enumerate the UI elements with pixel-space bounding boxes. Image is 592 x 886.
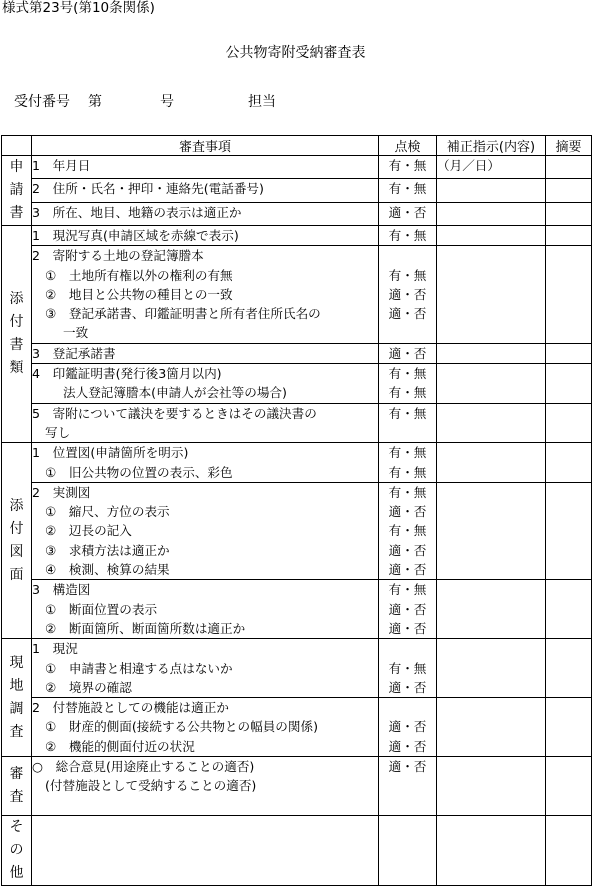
- check-option[interactable]: 適・否: [388, 542, 427, 558]
- remarks-cell[interactable]: [546, 343, 592, 363]
- correction-cell[interactable]: [437, 343, 546, 363]
- check-option[interactable]: 適・否: [388, 504, 427, 520]
- item-text: 法人登記簿謄本(申請人が会社等の場合): [63, 385, 287, 401]
- table-row: [2, 815, 592, 885]
- remarks-text: [546, 203, 591, 222]
- correction-text: [437, 266, 545, 285]
- correction-cell[interactable]: [437, 580, 546, 639]
- correction-text: [437, 502, 545, 521]
- item-text: ② 辺長の記入: [45, 523, 132, 539]
- header-remarks: 摘要: [546, 136, 592, 156]
- check-option[interactable]: 有・無: [388, 181, 427, 197]
- check-option[interactable]: [379, 835, 436, 854]
- table-row: [2, 156, 592, 179]
- remarks-text: [546, 776, 591, 795]
- item-text: ④ 検測、検算の結果: [45, 562, 170, 578]
- category-char: 査: [9, 788, 24, 805]
- table-row: [2, 364, 592, 404]
- category-char: 地: [9, 677, 24, 694]
- correction-text: [437, 835, 545, 854]
- check-option[interactable]: 有・無: [388, 660, 427, 676]
- remarks-text: [546, 246, 591, 265]
- correction-text: [437, 776, 545, 795]
- check-cell[interactable]: [379, 815, 437, 885]
- remarks-text: [546, 796, 591, 815]
- item-text: 写し: [45, 424, 71, 440]
- correction-text: [437, 639, 545, 658]
- item-text: ① 申請書と相違する点はないか: [45, 660, 233, 676]
- form-number: 様式第23号(第10条関係): [2, 0, 155, 16]
- table-row: [2, 580, 592, 639]
- category-char: 現: [9, 654, 24, 671]
- category-char: 審: [9, 765, 24, 782]
- check-cell[interactable]: [379, 698, 437, 757]
- correction-cell[interactable]: [437, 757, 546, 816]
- item-text: 1 現況: [32, 641, 78, 657]
- category-char: 付: [9, 314, 24, 331]
- item-text: 2 寄附する土地の登記簿謄本: [32, 248, 204, 264]
- correction-cell[interactable]: [437, 443, 546, 483]
- category-char: 面: [9, 566, 24, 583]
- item-text: 3 所在、地目、地籍の表示は適正か: [32, 204, 242, 220]
- remarks-cell[interactable]: [546, 443, 592, 483]
- item-text: ③ 登記承諾書、印鑑証明書と所有者住所氏名の: [45, 306, 321, 322]
- correction-text: [437, 757, 545, 776]
- item-text: ① 財産的側面(接続する公共物との幅員の関係): [45, 719, 318, 735]
- remarks-cell[interactable]: [546, 757, 592, 816]
- correction-text: [437, 226, 545, 245]
- check-option[interactable]: 適・否: [388, 601, 427, 617]
- table-row: [2, 443, 592, 483]
- check-option[interactable]: 有・無: [388, 267, 427, 283]
- item-cell: [32, 580, 379, 639]
- check-cell[interactable]: [379, 580, 437, 639]
- correction-text: [437, 580, 545, 599]
- correction-text: [437, 463, 545, 482]
- check-option[interactable]: 適・否: [388, 345, 427, 361]
- remarks-text: [546, 156, 591, 175]
- category-char: 添: [9, 497, 24, 514]
- correction-text: [437, 560, 545, 579]
- correction-text: [437, 521, 545, 540]
- correction-text: [437, 179, 545, 198]
- remarks-text: [546, 404, 591, 423]
- item-text: 4 印鑑証明書(発行後3箇月以内): [32, 366, 222, 382]
- check-option[interactable]: [379, 796, 436, 815]
- correction-cell[interactable]: [437, 698, 546, 757]
- item-text: ② 地目と公共物の種目との一致: [45, 286, 233, 302]
- check-option[interactable]: 適・否: [388, 620, 427, 636]
- remarks-text: [546, 443, 591, 462]
- item-text: 3 構造図: [32, 582, 91, 598]
- item-cell: [32, 698, 379, 757]
- correction-text: [437, 323, 545, 342]
- check-cell[interactable]: [379, 202, 437, 225]
- header-items: 審査事項: [32, 136, 379, 156]
- remarks-text: [546, 717, 591, 736]
- remarks-cell[interactable]: [546, 698, 592, 757]
- remarks-text: [546, 541, 591, 560]
- remarks-text: [546, 757, 591, 776]
- remarks-text: [546, 179, 591, 198]
- category-cell: [2, 639, 32, 757]
- item-cell: [32, 443, 379, 483]
- category-cell: [2, 156, 32, 226]
- remarks-cell[interactable]: [546, 156, 592, 179]
- correction-text: [437, 285, 545, 304]
- remarks-cell[interactable]: [546, 179, 592, 202]
- item-text: (付替施設として受納することの適否): [45, 778, 257, 794]
- remarks-text: [546, 698, 591, 717]
- category-char: 書: [9, 337, 24, 354]
- item-cell: [32, 156, 379, 179]
- item-text: ② 境界の確認: [45, 679, 132, 695]
- check-cell[interactable]: [379, 757, 437, 816]
- correction-text: [437, 344, 545, 363]
- correction-text: [437, 619, 545, 638]
- table-row: [2, 343, 592, 363]
- item-text: ② 機能的側面付近の状況: [45, 738, 195, 754]
- correction-text: [437, 816, 545, 835]
- check-option[interactable]: 適・否: [388, 204, 427, 220]
- table-row: [2, 179, 592, 202]
- correction-text: [437, 600, 545, 619]
- remarks-text: [546, 344, 591, 363]
- table-row: [2, 202, 592, 225]
- remarks-text: [546, 600, 591, 619]
- remarks-text: [546, 383, 591, 402]
- remarks-text: [546, 619, 591, 638]
- remarks-text: [546, 678, 591, 697]
- correction-cell[interactable]: [437, 246, 546, 343]
- remarks-cell[interactable]: [546, 815, 592, 885]
- check-option[interactable]: [379, 423, 436, 442]
- item-text: [32, 835, 378, 854]
- item-cell: [32, 639, 379, 698]
- check-option[interactable]: 適・否: [388, 679, 427, 695]
- item-text: 1 現況写真(申請区域を赤線で表示): [32, 228, 239, 243]
- category-char: 類: [9, 360, 24, 377]
- item-text: 2 住所・氏名・押印・連絡先(電話番号): [32, 181, 264, 197]
- correction-cell[interactable]: [437, 202, 546, 225]
- remarks-text: [546, 580, 591, 599]
- category-cell: [2, 815, 32, 885]
- table-row: [2, 226, 592, 246]
- correction-cell[interactable]: [437, 403, 546, 443]
- check-option[interactable]: 有・無: [388, 523, 427, 539]
- header-blank-cell: [2, 136, 32, 156]
- item-text: 1 位置図(申請箇所を明示): [32, 445, 189, 461]
- check-option[interactable]: 有・無: [388, 464, 427, 480]
- item-text: 一致: [63, 325, 89, 341]
- check-option[interactable]: 適・否: [388, 286, 427, 302]
- remarks-text: [546, 639, 591, 658]
- correction-cell[interactable]: [437, 179, 546, 202]
- remarks-text: [546, 285, 591, 304]
- category-char: 図: [9, 543, 24, 560]
- correction-text: [437, 364, 545, 383]
- check-cell[interactable]: [379, 364, 437, 404]
- correction-text: [437, 659, 545, 678]
- item-text: ① 土地所有権以外の権利の有無: [45, 267, 233, 283]
- item-text: [32, 796, 378, 815]
- item-cell: [32, 364, 379, 404]
- category-cell: [2, 757, 32, 816]
- check-option[interactable]: 有・無: [388, 366, 427, 382]
- remarks-text: [546, 737, 591, 756]
- correction-text: [437, 678, 545, 697]
- check-option[interactable]: 有・無: [388, 445, 427, 461]
- item-cell: [32, 226, 379, 246]
- correction-text: [437, 698, 545, 717]
- correction-cell[interactable]: [437, 482, 546, 579]
- correction-cell[interactable]: [437, 156, 546, 179]
- item-text: 2 付替施設としての機能は適正か: [32, 700, 229, 716]
- check-option[interactable]: 適・否: [388, 759, 427, 775]
- check-option[interactable]: [379, 639, 436, 658]
- item-cell: [32, 482, 379, 579]
- table-row: [2, 246, 592, 343]
- remarks-text: [546, 364, 591, 383]
- remarks-text: [546, 266, 591, 285]
- category-char: 調: [9, 700, 24, 717]
- remarks-cell[interactable]: [546, 639, 592, 698]
- category-cell: [2, 226, 32, 443]
- remarks-cell[interactable]: [546, 226, 592, 246]
- check-option[interactable]: 適・否: [388, 719, 427, 735]
- item-text: 2 実測図: [32, 484, 91, 500]
- item-cell: [32, 343, 379, 363]
- check-option[interactable]: 適・否: [388, 306, 427, 322]
- table-row: [2, 757, 592, 816]
- check-cell[interactable]: [379, 156, 437, 179]
- category-char: 書: [9, 205, 24, 221]
- receipt-dai-label: 第: [88, 94, 102, 110]
- check-option[interactable]: 有・無: [388, 228, 427, 243]
- check-cell[interactable]: [379, 179, 437, 202]
- header-correction: 補正指示(内容): [437, 136, 546, 156]
- correction-cell[interactable]: [437, 364, 546, 404]
- remarks-text: [546, 521, 591, 540]
- check-option[interactable]: 有・無: [388, 385, 427, 401]
- page-title: 公共物寄附受納審査表: [225, 45, 366, 61]
- remarks-cell[interactable]: [546, 403, 592, 443]
- correction-text: [437, 246, 545, 265]
- item-text: ② 断面箇所、断面箇所数は適正か: [45, 620, 246, 636]
- item-cell: [32, 757, 379, 816]
- correction-text: [437, 203, 545, 222]
- remarks-text: [546, 659, 591, 678]
- item-cell: [32, 403, 379, 443]
- remarks-text: [546, 226, 591, 245]
- category-char: 査: [9, 723, 24, 740]
- remarks-text: [546, 502, 591, 521]
- correction-text: [437, 423, 545, 442]
- category-char: そ: [9, 818, 24, 835]
- header-check: 点検: [379, 136, 437, 156]
- check-option[interactable]: 有・無: [388, 582, 427, 598]
- correction-cell[interactable]: [437, 815, 546, 885]
- item-text: ③ 求積方法は適正か: [45, 542, 170, 558]
- correction-text: [437, 717, 545, 736]
- check-cell[interactable]: [379, 443, 437, 483]
- table-row: [2, 482, 592, 579]
- table-row: [2, 403, 592, 443]
- item-text: 5 寄附について議決を要するときはその議決書の: [32, 405, 317, 421]
- remarks-text: [546, 304, 591, 323]
- check-cell[interactable]: [379, 246, 437, 343]
- item-cell: [32, 179, 379, 202]
- remarks-cell[interactable]: [546, 580, 592, 639]
- check-option[interactable]: [379, 246, 436, 265]
- category-char: 申: [9, 159, 24, 175]
- table-header-row: [2, 136, 592, 156]
- correction-text: [437, 404, 545, 423]
- remarks-text: [546, 816, 591, 835]
- category-char: 他: [9, 864, 24, 881]
- remarks-cell[interactable]: [546, 364, 592, 404]
- receipt-go-label: 号: [160, 94, 174, 110]
- category-char: 付: [9, 520, 24, 537]
- correction-text: [437, 304, 545, 323]
- correction-text: [437, 796, 545, 815]
- correction-cell[interactable]: [437, 226, 546, 246]
- correction-text: [437, 737, 545, 756]
- remarks-text: [546, 323, 591, 342]
- check-cell[interactable]: [379, 226, 437, 246]
- remarks-text: [546, 483, 591, 502]
- check-option[interactable]: 有・無: [388, 158, 427, 173]
- category-cell: [2, 443, 32, 639]
- correction-text: [437, 383, 545, 402]
- correction-text: [437, 443, 545, 462]
- check-cell[interactable]: [379, 639, 437, 698]
- person-in-charge-label: 担当: [248, 94, 276, 110]
- item-cell: [32, 815, 379, 885]
- item-text: ○ 総合意見(用途廃止することの適否): [32, 759, 255, 775]
- check-option[interactable]: 有・無: [388, 484, 427, 500]
- review-table: [1, 135, 592, 886]
- check-cell[interactable]: [379, 403, 437, 443]
- table-row: [2, 639, 592, 698]
- check-option[interactable]: 適・否: [388, 738, 427, 754]
- table-body: [2, 156, 592, 886]
- check-option[interactable]: 有・無: [388, 405, 427, 421]
- check-option[interactable]: [379, 323, 436, 342]
- check-option[interactable]: 適・否: [388, 562, 427, 578]
- category-char: の: [9, 841, 24, 858]
- table-row: [2, 698, 592, 757]
- remarks-text: [546, 560, 591, 579]
- correction-cell[interactable]: [437, 639, 546, 698]
- remarks-cell[interactable]: [546, 246, 592, 343]
- item-text: ① 断面位置の表示: [45, 601, 158, 617]
- category-char: 請: [9, 182, 24, 198]
- remarks-cell[interactable]: [546, 202, 592, 225]
- item-text: [32, 816, 378, 835]
- item-text: ① 縮尺、方位の表示: [45, 504, 170, 520]
- item-text: 3 登記承諾書: [32, 345, 116, 361]
- check-cell[interactable]: [379, 482, 437, 579]
- item-text: 1 年月日: [32, 158, 91, 173]
- correction-text: （月／日）: [437, 158, 500, 173]
- correction-text: [437, 483, 545, 502]
- remarks-cell[interactable]: [546, 482, 592, 579]
- item-cell: [32, 202, 379, 225]
- check-option[interactable]: [379, 698, 436, 717]
- check-cell[interactable]: [379, 343, 437, 363]
- remarks-text: [546, 423, 591, 442]
- check-option[interactable]: [379, 816, 436, 835]
- remarks-text: [546, 835, 591, 854]
- correction-text: [437, 541, 545, 560]
- item-cell: [32, 246, 379, 343]
- receipt-number-label: 受付番号: [14, 94, 70, 110]
- category-char: 添: [9, 291, 24, 308]
- item-text: ① 旧公共物の位置の表示、彩色: [45, 464, 233, 480]
- remarks-text: [546, 463, 591, 482]
- check-option[interactable]: [379, 776, 436, 795]
